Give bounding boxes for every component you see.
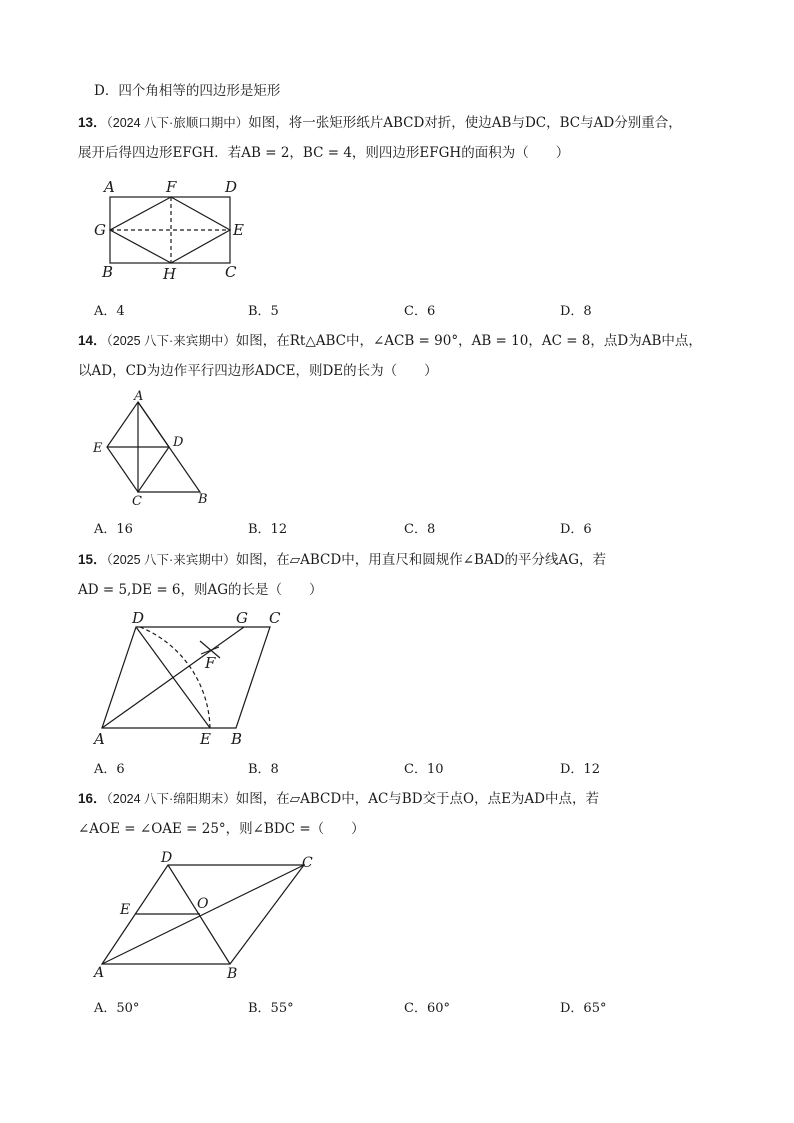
q13-option-b[interactable]: B．5: [248, 304, 279, 319]
q13-label-c: C: [225, 263, 237, 281]
q16-stem-line1: [78, 789, 599, 809]
q16-option-b[interactable]: B．55°: [248, 1001, 294, 1016]
q13-label-b: B: [102, 263, 114, 281]
q15-parallelogram-abcd: [102, 627, 270, 728]
q14-label-d: D: [173, 435, 184, 450]
q15-figure: [88, 606, 298, 750]
q13-options: [94, 300, 714, 320]
q15-label-d: D: [132, 609, 145, 627]
q16-option-d[interactable]: D．65°: [560, 1001, 607, 1016]
q13-option-a[interactable]: A．4: [94, 304, 125, 319]
q15-stem-line2: AD = 5,DE = 6，则AG的长是（ ）: [78, 582, 323, 598]
q14-source: （2025 八下·来宾期中）: [106, 334, 236, 348]
q13-label-h: H: [163, 265, 177, 283]
q16-option-a[interactable]: A．50°: [94, 1001, 140, 1016]
q13-text-1: 如图，将一张矩形纸片ABCD对折，使边AB与DC，BC与AD分别重合，: [248, 115, 682, 131]
q15-number: 15．: [78, 552, 107, 567]
q13-source: （2024 八下·旅顺口期中）: [106, 116, 249, 130]
q15-label-c: C: [269, 609, 281, 627]
q16-label-d: D: [161, 850, 173, 866]
q16-figure: [88, 848, 328, 988]
q15-segment-de: [136, 627, 210, 728]
q16-options: [94, 997, 714, 1017]
q14-option-c[interactable]: C．8: [404, 522, 436, 537]
q15-label-e: E: [200, 730, 211, 748]
q15-label-f: F: [205, 654, 216, 672]
q14-option-b[interactable]: B．12: [248, 522, 288, 537]
q15-stem-line1: [78, 550, 606, 570]
q15-text-1: 如图，在▱ABCD中，用直尺和圆规作∠BAD的平分线AG，若: [235, 552, 607, 568]
q16-text-1: 如图，在▱ABCD中，AC与BD交于点O，点E为AD中点，若: [235, 791, 600, 807]
q15-label-a: A: [94, 730, 105, 748]
q14-label-e: E: [93, 441, 103, 456]
q13-option-d[interactable]: D．8: [560, 304, 592, 319]
q14-text-1: 如图，在Rt△ABC中，∠ACB = 90°，AB = 10，AC = 8，点D为AB中点，: [235, 333, 702, 349]
q15-option-a[interactable]: A．6: [94, 762, 125, 777]
q15-option-c[interactable]: C．10: [404, 762, 444, 777]
previous-question-option-d: D．四个角相等的四边形是矩形: [94, 83, 281, 99]
q13-label-e: E: [233, 221, 244, 239]
q16-stem-line2: ∠AOE = ∠OAE = 25°，则∠BDC =（ ）: [78, 821, 365, 837]
q14-label-a: A: [134, 389, 144, 404]
q15-option-b[interactable]: B．8: [248, 762, 279, 777]
q13-stem-line1: [78, 113, 682, 133]
q15-arc-mark-2: [201, 647, 219, 654]
q16-label-o: O: [197, 896, 209, 912]
q14-stem-line2: 以AD，CD为边作平行四边形ADCE，则DE的长为（ ）: [78, 363, 438, 379]
q13-number: 13．: [78, 115, 107, 130]
q16-label-c: C: [302, 855, 313, 871]
q14-option-d[interactable]: D．6: [560, 522, 592, 537]
q15-option-d[interactable]: D．12: [560, 762, 600, 777]
q14-options: [94, 518, 714, 538]
q15-label-b: B: [231, 730, 243, 748]
q14-number: 14．: [78, 333, 107, 348]
q15-label-g: G: [236, 609, 248, 627]
q13-option-c[interactable]: C．6: [404, 304, 436, 319]
q13-figure: [90, 175, 260, 285]
q13-label-g: G: [94, 221, 106, 239]
q13-stem-line2: 展开后得四边形EFGH．若AB = 2，BC = 4，则四边形EFGH的面积为（ ）: [78, 145, 570, 161]
q16-number: 16．: [78, 791, 107, 806]
q16-label-a: A: [94, 965, 105, 981]
q15-options: [94, 758, 714, 778]
q16-label-b: B: [227, 966, 238, 982]
q16-label-e: E: [120, 902, 131, 918]
q14-figure: [88, 388, 228, 510]
q13-label-f: F: [166, 178, 177, 196]
q14-label-c: C: [132, 494, 142, 509]
q15-source: （2025 八下·来宾期中）: [106, 553, 236, 567]
q14-stem-line1: [78, 331, 702, 351]
q14-option-a[interactable]: A．16: [94, 522, 133, 537]
q13-label-a: A: [104, 178, 115, 196]
q14-label-b: B: [198, 492, 208, 507]
q16-diagonal-ac: [102, 865, 304, 964]
q16-option-c[interactable]: C．60°: [404, 1001, 450, 1016]
q16-source: （2024 八下·绵阳期末）: [106, 792, 236, 806]
q13-label-d: D: [225, 178, 238, 196]
